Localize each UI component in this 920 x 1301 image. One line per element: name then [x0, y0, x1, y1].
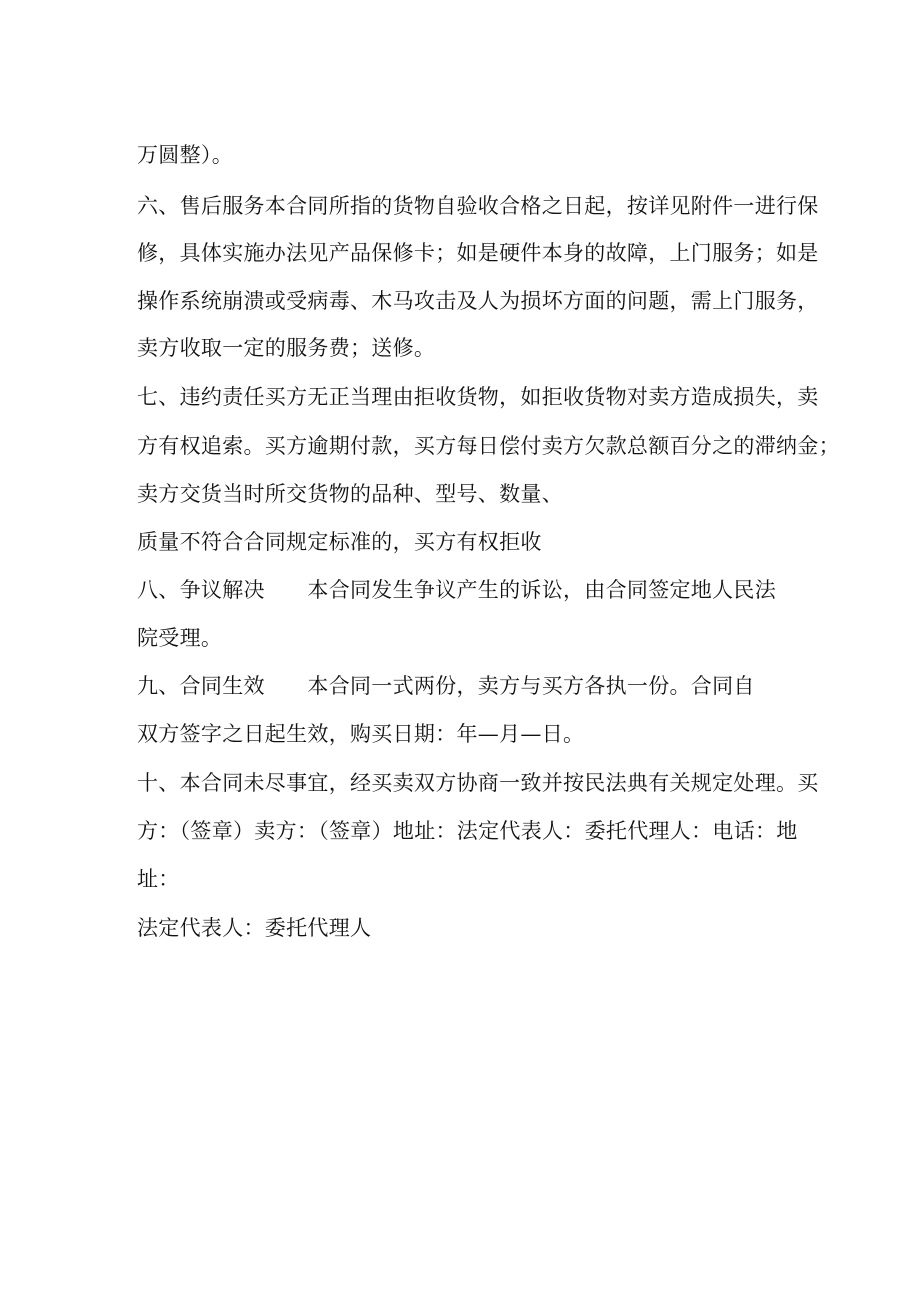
text-line: 修，具体实施办法见产品保修卡；如是硬件本身的故障，上门服务；如是	[137, 241, 819, 265]
text-line: 双方签字之日起生效，购买日期：年—月—日。	[137, 722, 585, 746]
text-line: 方有权追索。买方逾期付款，买方每日偿付卖方欠款总额百分之的滞纳金；	[137, 434, 840, 458]
text-line: 院受理。	[137, 626, 223, 650]
text-line: 卖方交货当时所交货物的品种、型号、数量、	[137, 482, 563, 506]
text-line: 七、违约责任买方无正当理由拒收货物，如拒收货物对卖方造成损失，卖	[137, 385, 819, 409]
text-line: 操作系统崩溃或受病毒、木马攻击及人为损坏方面的问题，需上门服务，	[137, 289, 819, 313]
text-line: 法定代表人：委托代理人	[137, 916, 372, 940]
text-line: 万圆整）。	[137, 143, 233, 167]
text-line: 八、争议解决 本合同发生争议产生的诉讼，由合同签定地人民法	[137, 578, 776, 602]
text-line: 址：	[137, 867, 180, 891]
text-line: 卖方收取一定的服务费；送修。	[137, 336, 436, 360]
text-line: 十、本合同未尽事宜，经买卖双方协商一致并按民法典有关规定处理。买	[137, 771, 819, 795]
text-line: 质量不符合合同规定标准的，买方有权拒收	[137, 530, 542, 554]
text-line: 方：（签章）卖方：（签章）地址：法定代表人：委托代理人：电话：地	[137, 819, 798, 843]
text-line: 六、售后服务本合同所指的货物自验收合格之日起，按详见附件一进行保	[137, 194, 819, 218]
text-line: 九、合同生效 本合同一式两份，卖方与买方各执一份。合同自	[137, 674, 755, 698]
